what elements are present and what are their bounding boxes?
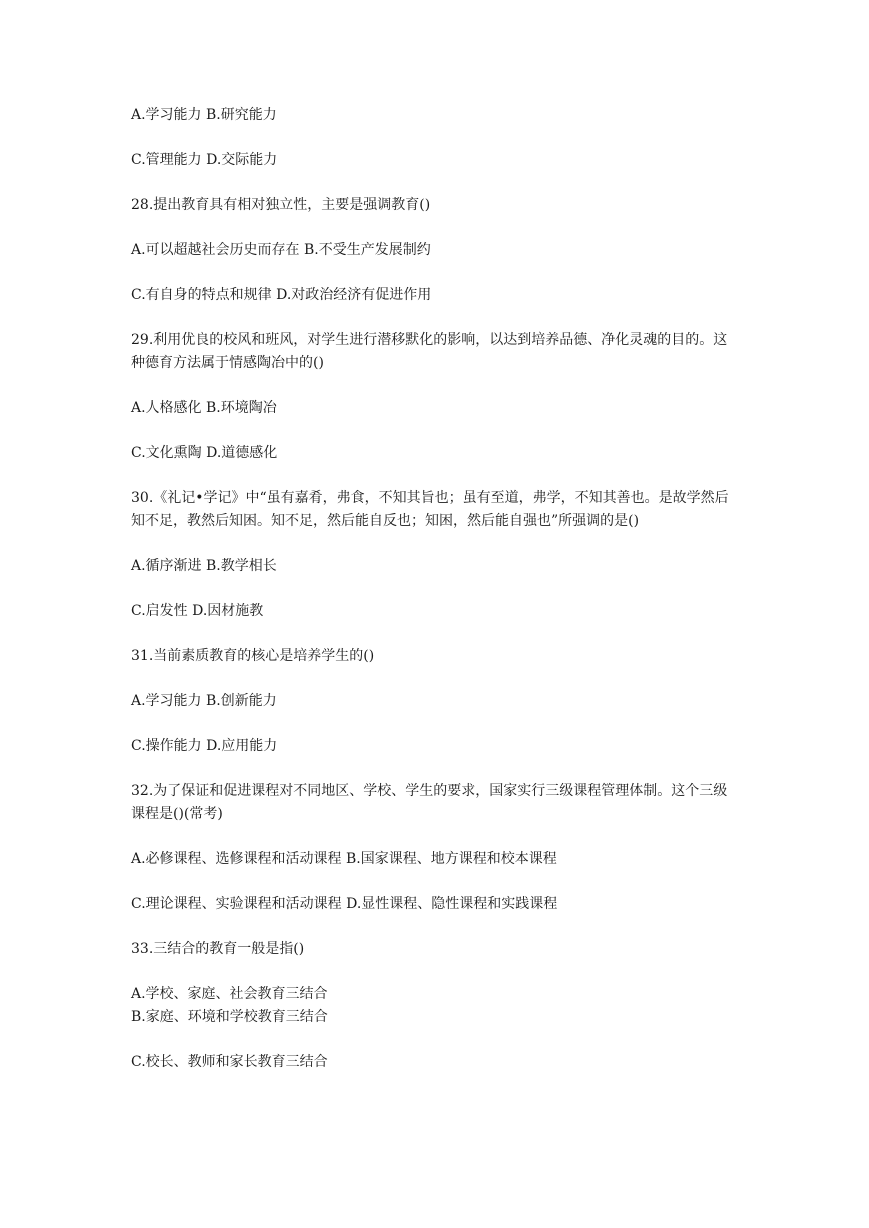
option-line: C.有自身的特点和规律 D.对政治经济有促进作用 (131, 287, 432, 303)
option-line: A.学习能力 B.研究能力 (131, 107, 277, 123)
option-line: C.文化熏陶 D.道德感化 (131, 445, 278, 461)
option-line: B.家庭、环境和学校教育三结合 (131, 1009, 328, 1025)
question-28: 28.提出教育具有相对独立性，主要是强调教育() (131, 197, 431, 213)
option-line: A.必修课程、选修课程和活动课程 B.国家课程、地方课程和校本课程 (131, 851, 557, 867)
option-line: A.学习能力 B.创新能力 (131, 693, 277, 709)
option-line: A.循序渐进 B.教学相长 (131, 558, 277, 574)
option-line: A.学校、家庭、社会教育三结合 (131, 986, 328, 1002)
question-32: 32.为了保证和促进课程对不同地区、学校、学生的要求，国家实行三级课程管理体制。这个三级课程是()(常考) (131, 783, 728, 822)
option-line: C.管理能力 D.交际能力 (131, 152, 278, 168)
question-33: 33.三结合的教育一般是指() (131, 941, 305, 957)
document-page (131, 104, 741, 1096)
option-line: C.理论课程、实验课程和活动课程 D.显性课程、隐性课程和实践课程 (131, 896, 558, 912)
question-29: 29.利用优良的校风和班风，对学生进行潜移默化的影响，以达到培养品德、净化灵魂的目的。这种德育方法属于情感陶冶中的() (131, 332, 728, 371)
option-line: A.可以超越社会历史而存在 B.不受生产发展制约 (131, 242, 431, 258)
option-line: A.人格感化 B.环境陶冶 (131, 400, 277, 416)
option-line: C.启发性 D.因材施教 (131, 603, 264, 619)
question-30: 30.《礼记•学记》中“虽有嘉肴，弗食，不知其旨也；虽有至道，弗学，不知其善也。是故学然后知不足，教然后知困。知不足，然后能自反也；知困，然后能自强也”所强调的是() (131, 490, 729, 529)
option-line: C.操作能力 D.应用能力 (131, 738, 278, 754)
question-31: 31.当前素质教育的核心是培养学生的() (131, 648, 375, 664)
option-line: C.校长、教师和家长教育三结合 (131, 1054, 328, 1070)
